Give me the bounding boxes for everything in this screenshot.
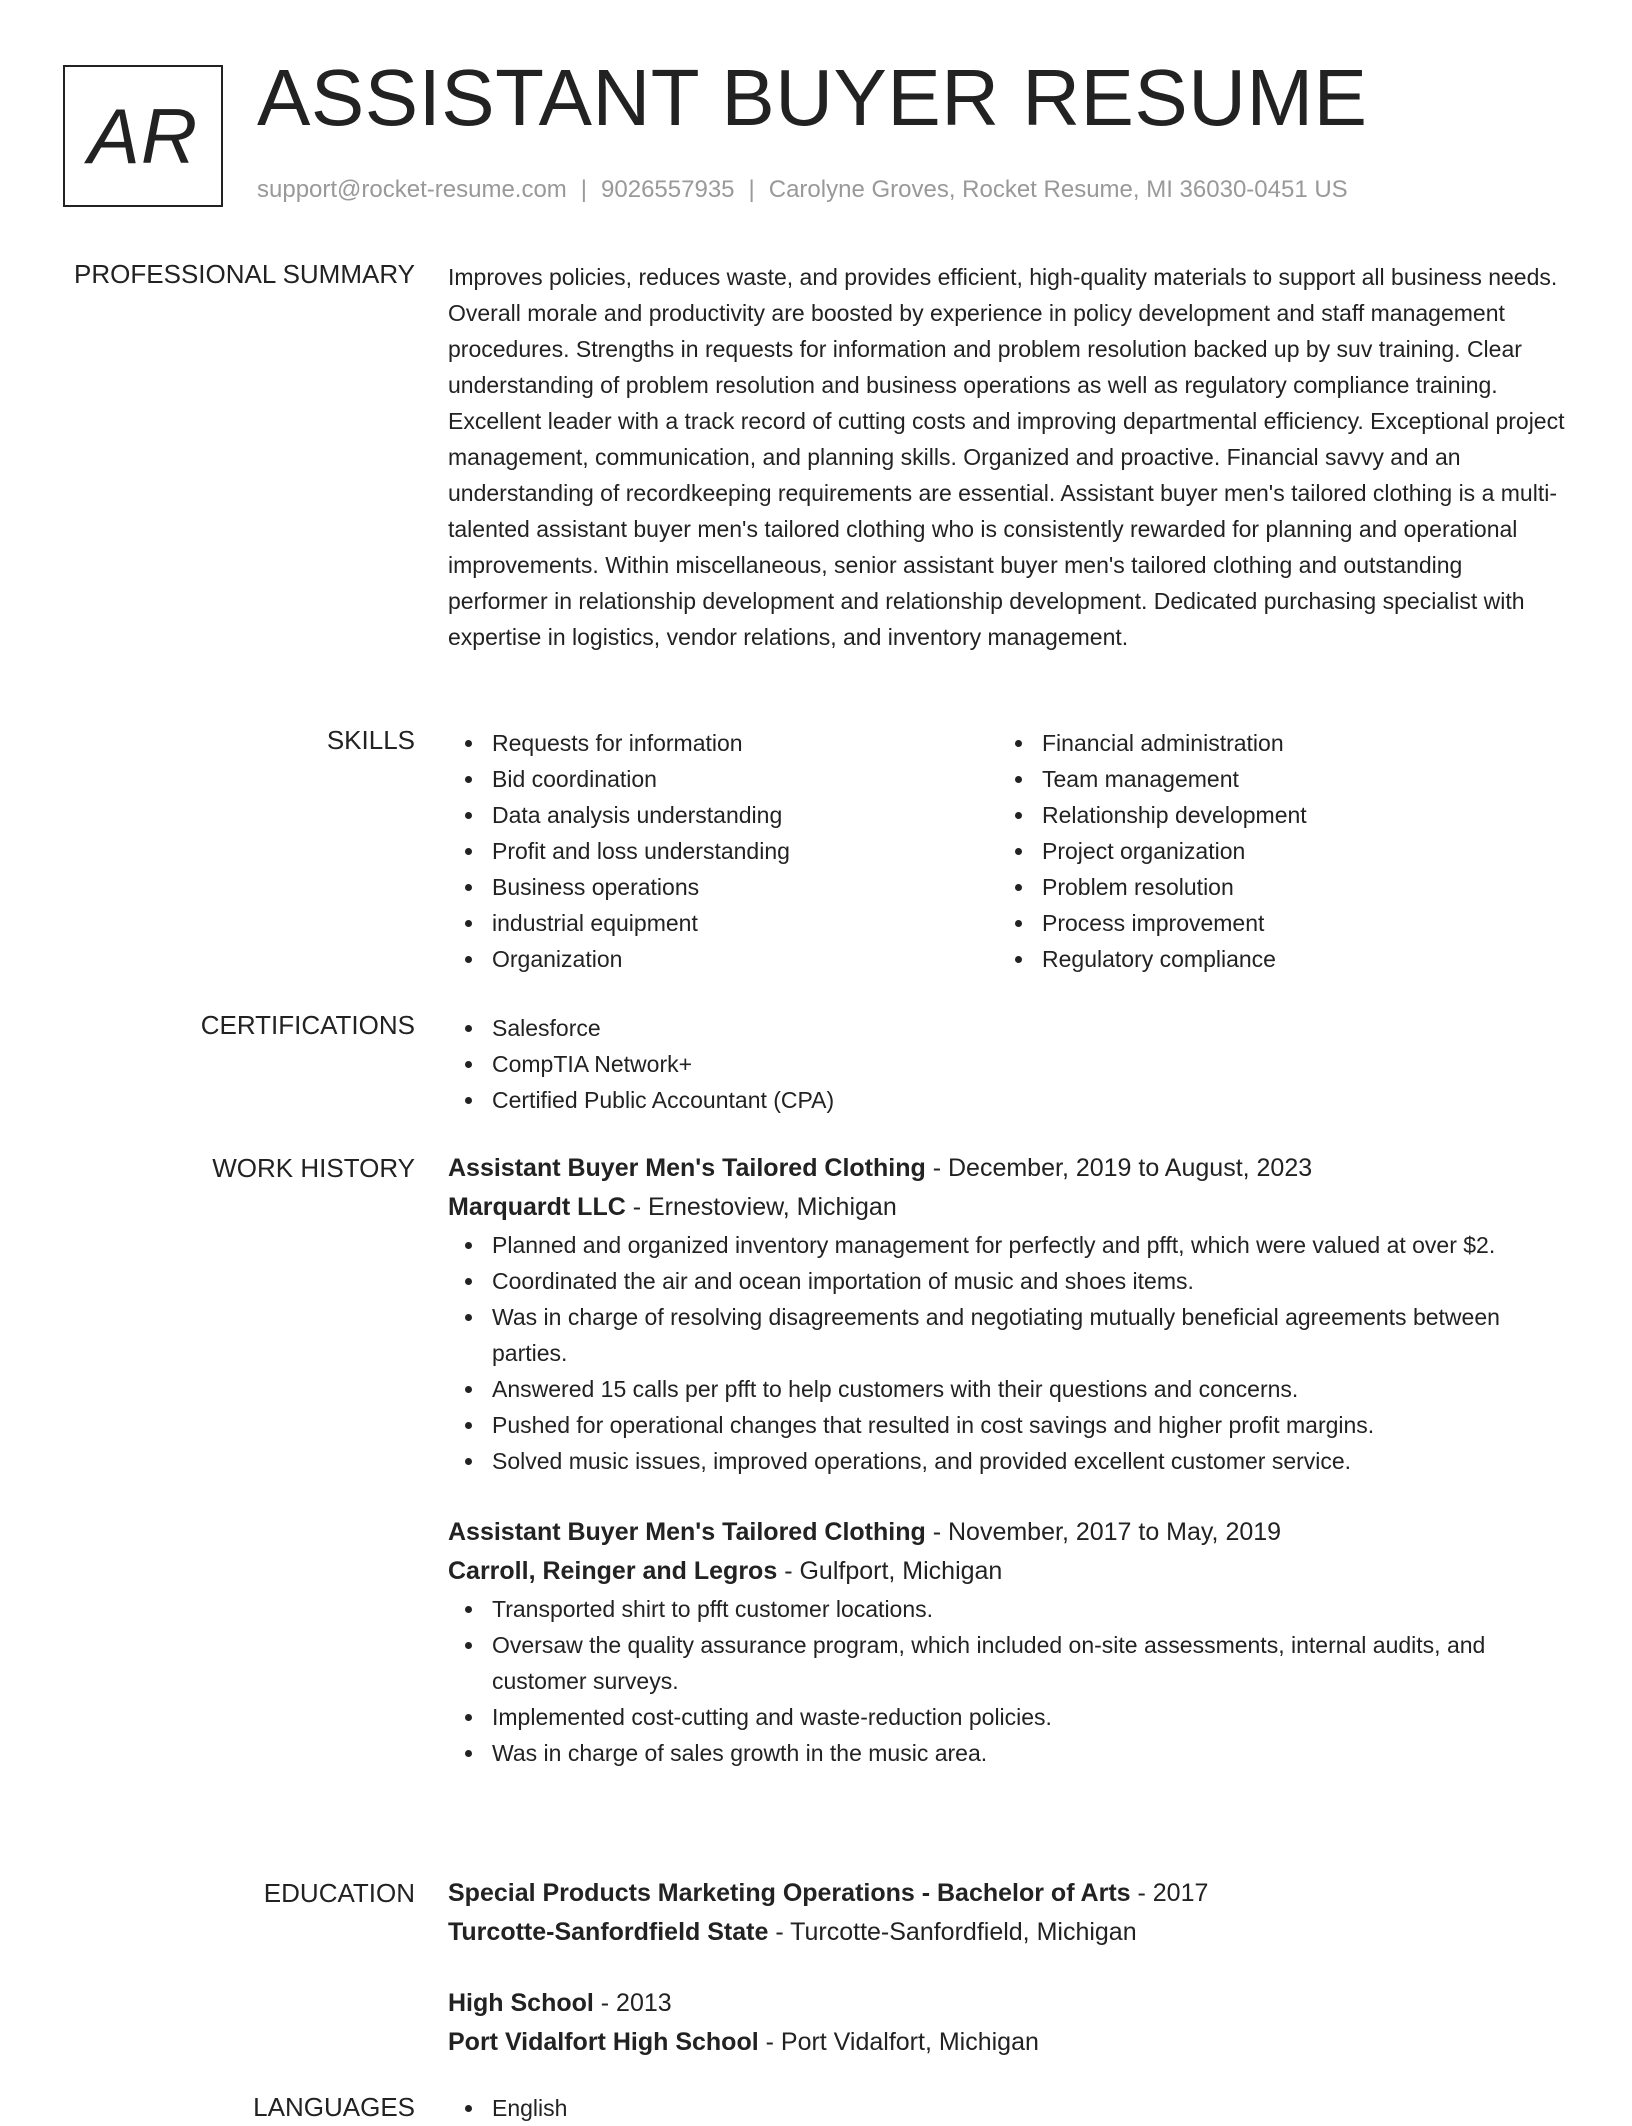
job-duty-item: Answered 15 calls per pfft to help customers with their questions and concerns. bbox=[448, 1371, 1568, 1407]
job-dates: - December, 2019 to August, 2023 bbox=[925, 1154, 1313, 1182]
education-degree: High School bbox=[448, 1989, 594, 2017]
contact-line bbox=[257, 176, 1348, 204]
skill-item: Regulatory compliance bbox=[998, 941, 1548, 977]
monogram-initials: AR bbox=[87, 91, 199, 180]
section-label-languages: LANGUAGES bbox=[253, 2092, 415, 2122]
education-location: - Port Vidalfort, Michigan bbox=[758, 2028, 1039, 2056]
job-duties-list bbox=[448, 1591, 1568, 1771]
section-label-certifications: CERTIFICATIONS bbox=[200, 1010, 415, 1040]
contact-separator: | bbox=[748, 176, 755, 203]
skill-item: Organization bbox=[448, 941, 998, 977]
job-entry bbox=[448, 1149, 1568, 1479]
work-history-section bbox=[448, 1149, 1568, 1771]
certification-item: CompTIA Network+ bbox=[448, 1046, 1568, 1082]
section-label-work-history: WORK HISTORY bbox=[212, 1153, 415, 1183]
job-company-line bbox=[448, 1552, 1568, 1591]
job-title-line bbox=[448, 1513, 1568, 1552]
contact-phone[interactable]: 9026557935 bbox=[601, 176, 735, 203]
job-location: - Gulfport, Michigan bbox=[777, 1557, 1003, 1585]
resume-title: ASSISTANT BUYER RESUME bbox=[257, 53, 1368, 142]
education-year: - 2017 bbox=[1130, 1879, 1209, 1907]
certifications-section bbox=[448, 1010, 1568, 1118]
job-duty-item: Solved music issues, improved operations, and provided excellent customer service. bbox=[448, 1443, 1568, 1479]
skill-item: Business operations bbox=[448, 869, 998, 905]
certifications-list bbox=[448, 1010, 1568, 1118]
job-entry bbox=[448, 1513, 1568, 1771]
job-duty-item: Was in charge of sales growth in the music area. bbox=[448, 1735, 1568, 1771]
job-duty-item: Oversaw the quality assurance program, which included on-site assessments, internal audits, and customer surveys. bbox=[448, 1627, 1568, 1699]
section-label-skills: SKILLS bbox=[326, 725, 415, 755]
job-title-line bbox=[448, 1149, 1568, 1188]
languages-list bbox=[448, 2090, 1568, 2126]
job-duty-item: Pushed for operational changes that resulted in cost savings and higher profit margins. bbox=[448, 1407, 1568, 1443]
contact-email[interactable]: support@rocket-resume.com bbox=[257, 176, 567, 203]
job-dates: - November, 2017 to May, 2019 bbox=[925, 1518, 1282, 1546]
skills-section bbox=[448, 725, 1568, 977]
skill-item: Project organization bbox=[998, 833, 1548, 869]
job-location: - Ernestoview, Michigan bbox=[625, 1193, 897, 1221]
education-degree: Special Products Marketing Operations - Bachelor of Arts bbox=[448, 1879, 1131, 1907]
job-company: Carroll, Reinger and Legros bbox=[448, 1557, 778, 1585]
education-school-line bbox=[448, 2023, 1568, 2062]
skill-item: Team management bbox=[998, 761, 1548, 797]
education-school: Port Vidalfort High School bbox=[448, 2028, 759, 2056]
skills-list-left bbox=[448, 725, 998, 977]
skill-item: Profit and loss understanding bbox=[448, 833, 998, 869]
skill-item: Process improvement bbox=[998, 905, 1548, 941]
job-company-line bbox=[448, 1188, 1568, 1227]
job-duty-item: Transported shirt to pfft customer locations. bbox=[448, 1591, 1568, 1627]
contact-address: Carolyne Groves, Rocket Resume, MI 36030-0451 US bbox=[768, 176, 1348, 203]
education-school-line bbox=[448, 1913, 1568, 1952]
section-label-education: EDUCATION bbox=[263, 1878, 415, 1908]
skills-list-right bbox=[998, 725, 1548, 977]
education-section bbox=[448, 1874, 1568, 2062]
job-duty-item: Implemented cost-cutting and waste-reduction policies. bbox=[448, 1699, 1568, 1735]
skill-item: Requests for information bbox=[448, 725, 998, 761]
skill-item: industrial equipment bbox=[448, 905, 998, 941]
education-entry bbox=[448, 1874, 1568, 1952]
job-company: Marquardt LLC bbox=[448, 1193, 626, 1221]
skill-item: Financial administration bbox=[998, 725, 1548, 761]
certification-item: Salesforce bbox=[448, 1010, 1568, 1046]
skill-item: Data analysis understanding bbox=[448, 797, 998, 833]
job-duty-item: Was in charge of resolving disagreements and negotiating mutually beneficial agreements between parties. bbox=[448, 1299, 1568, 1371]
education-degree-line bbox=[448, 1874, 1568, 1913]
certification-item: Certified Public Accountant (CPA) bbox=[448, 1082, 1568, 1118]
skill-item: Bid coordination bbox=[448, 761, 998, 797]
education-location: - Turcotte-Sanfordfield, Michigan bbox=[768, 1918, 1137, 1946]
summary-section bbox=[448, 259, 1568, 655]
job-title: Assistant Buyer Men's Tailored Clothing bbox=[448, 1518, 926, 1546]
summary-text: Improves policies, reduces waste, and provides efficient, high-quality materials to support all business needs. Overall morale and productivity are boosted by experience in policy development and staff management procedures. Strengths in requests for information and problem resolution backed up by suv training. Clear understanding of problem resolution and business operations as well as regulatory compliance training. Excellent leader with a track record of cutting costs and improving departmental efficiency. Exceptional project management, communication, and planning skills. Organized and proactive. Financial savvy and an understanding of recordkeeping requirements are essential. Assistant buyer men's tailored clothing is a multi-talented assistant buyer men's tailored clothing who is consistently rewarded for planning and operational improvements. Within miscellaneous, senior assistant buyer men's tailored clothing and outstanding performer in relationship development and relationship development. Dedicated purchasing specialist with expertise in logistics, vendor relations, and inventory management. bbox=[448, 264, 1565, 650]
section-label-summary: PROFESSIONAL SUMMARY bbox=[74, 259, 415, 289]
education-degree-line bbox=[448, 1984, 1568, 2023]
education-entry bbox=[448, 1984, 1568, 2062]
language-item: English bbox=[448, 2090, 1568, 2126]
skill-item: Relationship development bbox=[998, 797, 1548, 833]
education-school: Turcotte-Sanfordfield State bbox=[448, 1918, 769, 1946]
monogram-box bbox=[63, 65, 223, 207]
job-duty-item: Planned and organized inventory management for perfectly and pfft, which were valued at over $2. bbox=[448, 1227, 1568, 1263]
languages-section bbox=[448, 2090, 1568, 2126]
job-duty-item: Coordinated the air and ocean importation of music and shoes items. bbox=[448, 1263, 1568, 1299]
education-year: - 2013 bbox=[593, 1989, 672, 2017]
skill-item: Problem resolution bbox=[998, 869, 1548, 905]
job-title: Assistant Buyer Men's Tailored Clothing bbox=[448, 1154, 926, 1182]
job-duties-list bbox=[448, 1227, 1568, 1479]
contact-separator: | bbox=[580, 176, 588, 203]
